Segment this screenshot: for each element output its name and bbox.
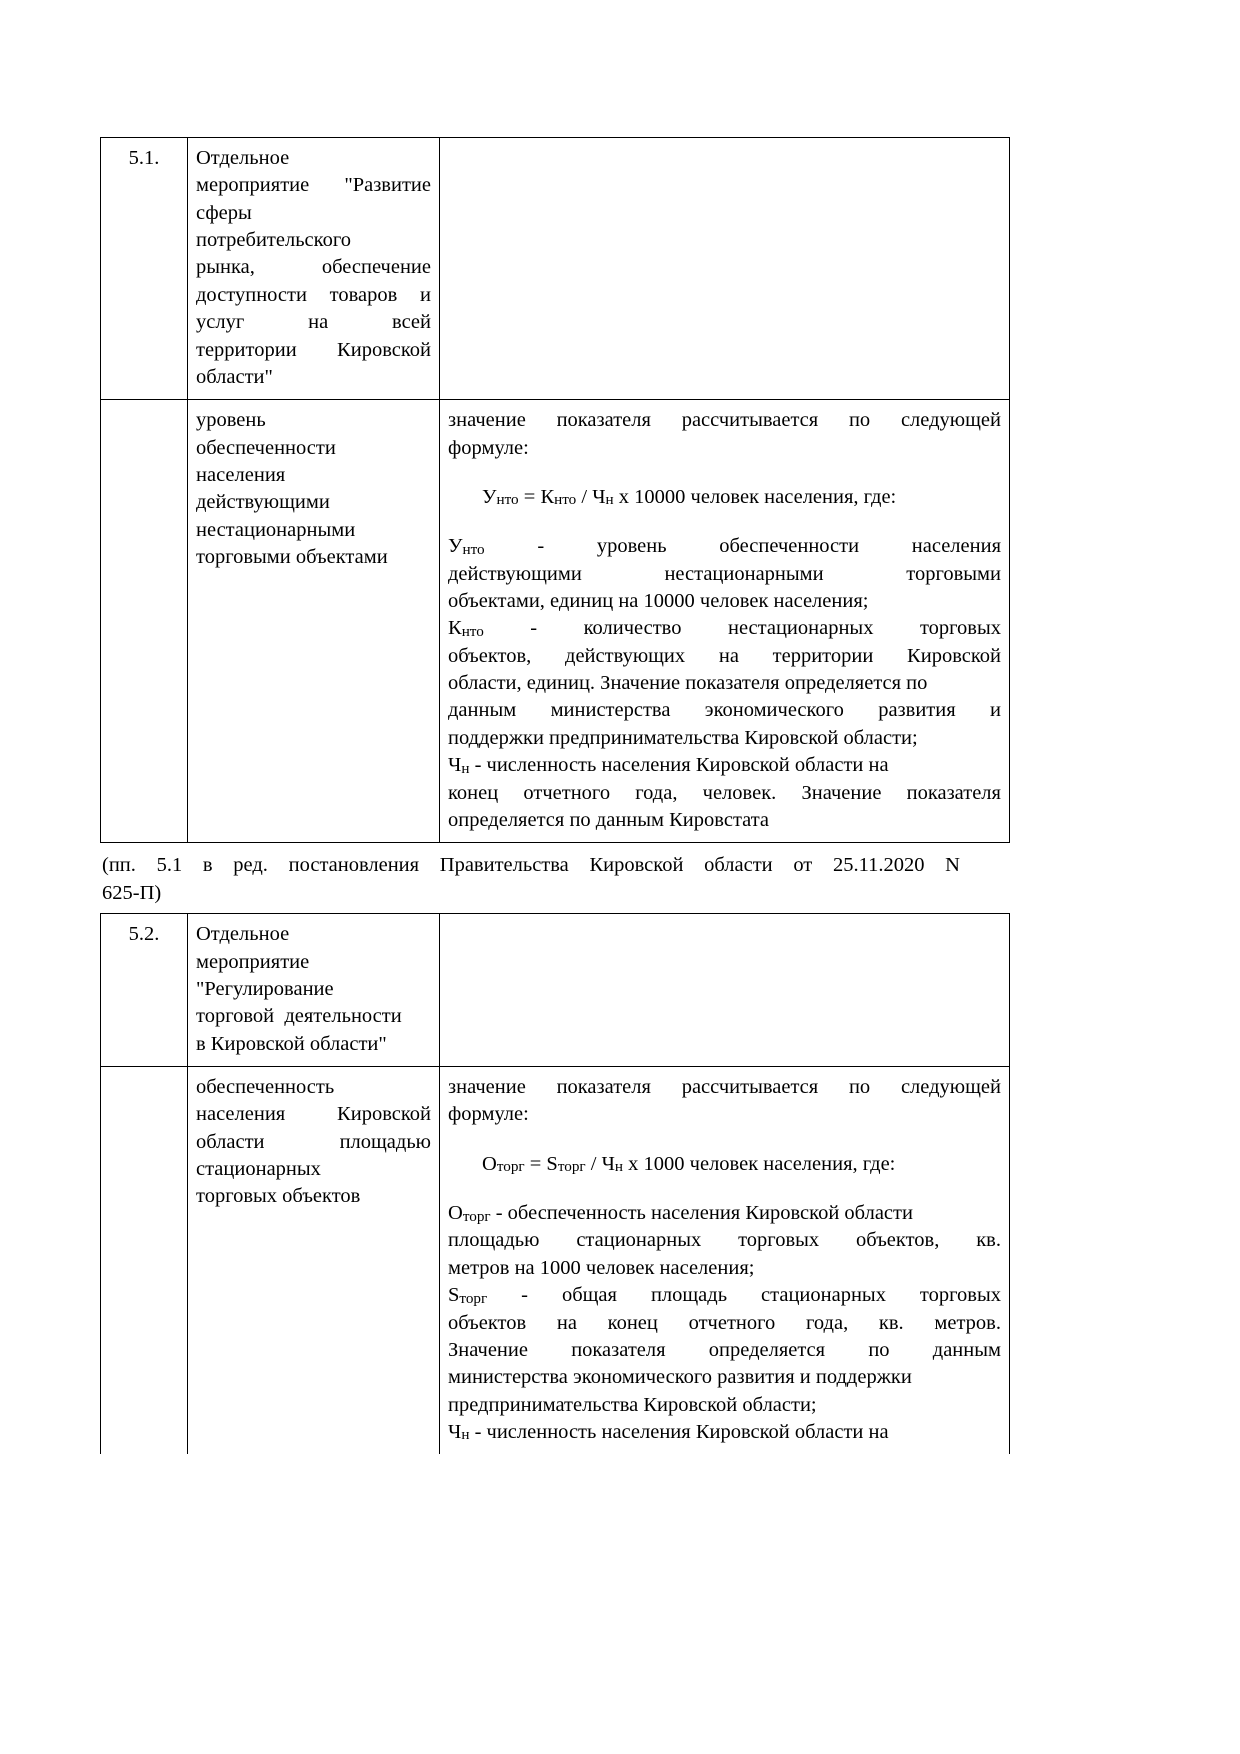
- intro-word: показателя: [556, 1076, 651, 1098]
- amendment-note: [100, 843, 960, 913]
- def-word: конец: [607, 1311, 658, 1334]
- row-number: 5.1.: [128, 147, 160, 169]
- intro-word: следующей: [900, 409, 1001, 432]
- name-line-word: мероприятие: [196, 174, 310, 197]
- def-word: экономического: [704, 699, 844, 722]
- def-word: Кнто: [448, 617, 484, 640]
- def-word: отчетного: [523, 781, 611, 804]
- name-line-word: "Регулирование: [196, 977, 334, 1000]
- note-word: (пп.: [102, 854, 136, 877]
- def-word: -: [521, 1284, 528, 1307]
- measures-table-part-2: [100, 913, 1010, 1454]
- def-word: стационарных: [576, 1229, 702, 1252]
- formula-var-knto: Кнто: [540, 485, 577, 509]
- def-word: Оторг - обеспеченность населения Кировской области: [448, 1202, 913, 1225]
- subscript: н: [614, 1158, 624, 1176]
- name-line-word: в Кировской области": [196, 1032, 387, 1055]
- note-word: от: [793, 854, 813, 877]
- note-word: постановления: [288, 854, 420, 877]
- def-word: -: [537, 535, 545, 558]
- def-word: населения: [911, 535, 1001, 558]
- name-line-word: обеспеченность: [196, 1076, 335, 1098]
- def-word: Значение: [801, 781, 882, 804]
- intro-word: значение: [448, 1076, 526, 1098]
- formula-intro: [448, 1074, 1001, 1129]
- def-word: -: [530, 617, 538, 640]
- formula-op: /: [576, 485, 593, 508]
- name-line-word: услуг: [196, 311, 245, 334]
- formula-var-storg: Sторг: [546, 1152, 586, 1176]
- def-word: и: [990, 699, 1001, 722]
- intro-word: по: [848, 409, 871, 432]
- formula-op: /: [585, 1152, 602, 1175]
- def-word: поддержки предпринимательства Кировской области;: [448, 726, 918, 749]
- indicator-formula-cell: [440, 400, 1010, 843]
- def-word: торговых: [738, 1229, 820, 1252]
- row-number-cell: [101, 914, 188, 1067]
- formula-var-chn: Чн: [592, 485, 614, 509]
- def-word: отчетного: [688, 1311, 776, 1334]
- def-word: Чн - численность населения Кировской области на: [448, 1420, 889, 1444]
- def-word: нестационарными: [664, 562, 824, 585]
- def-word: Чн - численность населения Кировской области на: [448, 754, 889, 777]
- name-line-word: области": [196, 365, 273, 388]
- def-word: действующих: [565, 644, 686, 667]
- row-number-cell: [101, 1067, 188, 1455]
- name-line-word: товаров: [329, 283, 398, 306]
- def-word: на: [556, 1311, 577, 1334]
- table-row: [101, 914, 1010, 1067]
- def-word: развития: [878, 699, 956, 722]
- def-word: конец: [448, 781, 499, 804]
- note-word: Кировской: [589, 854, 684, 877]
- name-line-word: населения: [196, 1103, 286, 1126]
- intro-word: формуле:: [448, 1103, 529, 1126]
- def-word: кв.: [878, 1311, 904, 1334]
- name-line-word: мероприятие: [196, 950, 310, 973]
- def-word: человек.: [702, 781, 777, 804]
- def-word: определяется: [708, 1338, 826, 1361]
- name-line-word: "Развитие: [344, 174, 431, 197]
- def-word: метров.: [934, 1311, 1001, 1334]
- name-line-word: действующими: [196, 491, 330, 514]
- note-word: в: [202, 854, 213, 877]
- row-number-cell: [101, 400, 188, 843]
- name-line-word: области: [196, 1130, 265, 1153]
- formula-tail: х 1000 человек населения, где:: [623, 1152, 896, 1175]
- intro-word: рассчитывается: [681, 409, 819, 432]
- indicator-name-cell: [188, 400, 440, 843]
- name-line-word: торговыми объектами: [196, 546, 388, 569]
- def-word: показателя: [571, 1338, 666, 1361]
- name-line-word: рынка,: [196, 256, 255, 279]
- def-word: определяется по данным Кировстата: [448, 808, 770, 831]
- formula-op: =: [518, 485, 541, 508]
- name-line-word: Кировской: [337, 1103, 431, 1126]
- formula-var-chn: Чн: [601, 1152, 624, 1176]
- measure-name-cell: [188, 138, 440, 400]
- name-line-word: уровень: [196, 409, 266, 432]
- name-line-word: на: [308, 311, 329, 334]
- indicator-formula-cell: [440, 1067, 1010, 1455]
- subscript: н: [605, 491, 614, 509]
- def-word: метров на 1000 человек населения;: [448, 1256, 755, 1279]
- name-line-word: и: [420, 283, 431, 306]
- def-word: министерства: [550, 699, 671, 722]
- def-word: предпринимательства Кировской области;: [448, 1393, 817, 1416]
- intro-word: следующей: [900, 1076, 1001, 1098]
- formula-expression: [448, 1151, 1001, 1178]
- formula-definitions: [448, 1200, 1001, 1446]
- name-line-word: нестационарными: [196, 518, 356, 541]
- def-word: кв.: [976, 1229, 1001, 1252]
- measures-table-part-1: [100, 137, 1010, 843]
- formula-op: =: [524, 1152, 547, 1175]
- note-word: Правительства: [439, 854, 569, 877]
- intro-word: рассчитывается: [681, 1076, 819, 1098]
- subscript: торг: [496, 1158, 525, 1176]
- def-word: министерства экономического развития и поддержки: [448, 1366, 912, 1389]
- def-word: площадью: [448, 1229, 540, 1252]
- measure-name-cell: [188, 914, 440, 1067]
- intro-word: показателя: [556, 409, 651, 432]
- def-word: данным: [448, 699, 517, 722]
- def-word: количество: [583, 617, 682, 640]
- formula-expression: [448, 484, 1001, 511]
- formula-tail: х 10000 человек населения, где:: [613, 485, 897, 508]
- def-word: Sторг: [448, 1284, 488, 1307]
- name-line-word: обеспечение: [321, 256, 431, 279]
- table-row: [101, 400, 1010, 843]
- note-word: 625-П): [102, 881, 162, 904]
- row-number: 5.2.: [128, 923, 160, 946]
- def-word: территории: [772, 644, 874, 667]
- def-word: по: [868, 1338, 890, 1361]
- def-word: нестационарных: [727, 617, 874, 640]
- name-line-word: всей: [392, 311, 431, 334]
- measure-description-cell: [440, 138, 1010, 400]
- name-line-word: площадью: [339, 1130, 431, 1153]
- table-row: [101, 1067, 1010, 1455]
- def-word: Значение: [448, 1338, 528, 1361]
- formula-intro: [448, 407, 1001, 462]
- name-line-word: торговой деятельности: [196, 1005, 402, 1028]
- def-word: общая: [561, 1284, 617, 1307]
- def-word: торговых: [919, 617, 1001, 640]
- def-word: Кировской: [907, 644, 1001, 667]
- measure-description-cell: [440, 914, 1010, 1067]
- def-word: объектов,: [448, 644, 532, 667]
- def-word: действующими: [448, 562, 582, 585]
- indicator-name-cell: [188, 1067, 440, 1455]
- subscript: торг: [557, 1158, 586, 1176]
- def-word: объектами, единиц на 10000 человек населения;: [448, 590, 869, 613]
- note-word: N: [945, 854, 960, 877]
- name-line-word: Кировской: [337, 338, 431, 361]
- def-word: обеспеченности: [719, 535, 860, 558]
- name-line-word: торговых объектов: [196, 1185, 361, 1208]
- def-word: области, единиц. Значение показателя определяется по: [448, 672, 928, 695]
- row-number-cell: [101, 138, 188, 400]
- note-word: 25.11.2020: [832, 854, 925, 877]
- def-word: торговых: [919, 1284, 1001, 1307]
- name-line-word: потребительского: [196, 229, 351, 252]
- note-word: 5.1: [156, 854, 183, 877]
- def-word: данным: [932, 1338, 1001, 1361]
- intro-word: значение: [448, 409, 526, 432]
- note-word: области: [704, 854, 773, 877]
- name-line-word: Отдельное: [196, 147, 290, 169]
- def-word: торговыми: [906, 562, 1001, 585]
- note-word: ред.: [233, 854, 268, 877]
- def-word: года,: [635, 781, 678, 804]
- def-word: года,: [805, 1311, 849, 1334]
- name-line-word: Отдельное: [196, 923, 290, 946]
- def-word: Унто: [448, 535, 485, 558]
- name-line-word: территории: [196, 338, 297, 361]
- name-line-word: сферы: [196, 201, 252, 224]
- intro-word: по: [848, 1076, 871, 1098]
- subscript: нто: [554, 491, 577, 509]
- def-word: площадь: [650, 1284, 728, 1307]
- intro-word: формуле:: [448, 436, 529, 459]
- def-word: показателя: [906, 781, 1001, 804]
- name-line-word: доступности: [196, 283, 307, 306]
- formula-definitions: [448, 533, 1001, 834]
- table-sheet: [100, 137, 1001, 1454]
- def-word: стационарных: [761, 1284, 886, 1307]
- def-word: уровень: [596, 535, 667, 558]
- def-word: объектов,: [856, 1229, 940, 1252]
- name-line-word: обеспеченности: [196, 436, 336, 459]
- formula-var-otorg: Оторг: [482, 1152, 525, 1176]
- subscript: нто: [496, 491, 519, 509]
- def-word: объектов: [448, 1311, 527, 1334]
- table-row: [101, 138, 1010, 400]
- def-word: на: [718, 644, 739, 667]
- name-line-word: стационарных: [196, 1158, 321, 1181]
- formula-var-unto: Унто: [482, 485, 519, 509]
- name-line-word: населения: [196, 463, 286, 486]
